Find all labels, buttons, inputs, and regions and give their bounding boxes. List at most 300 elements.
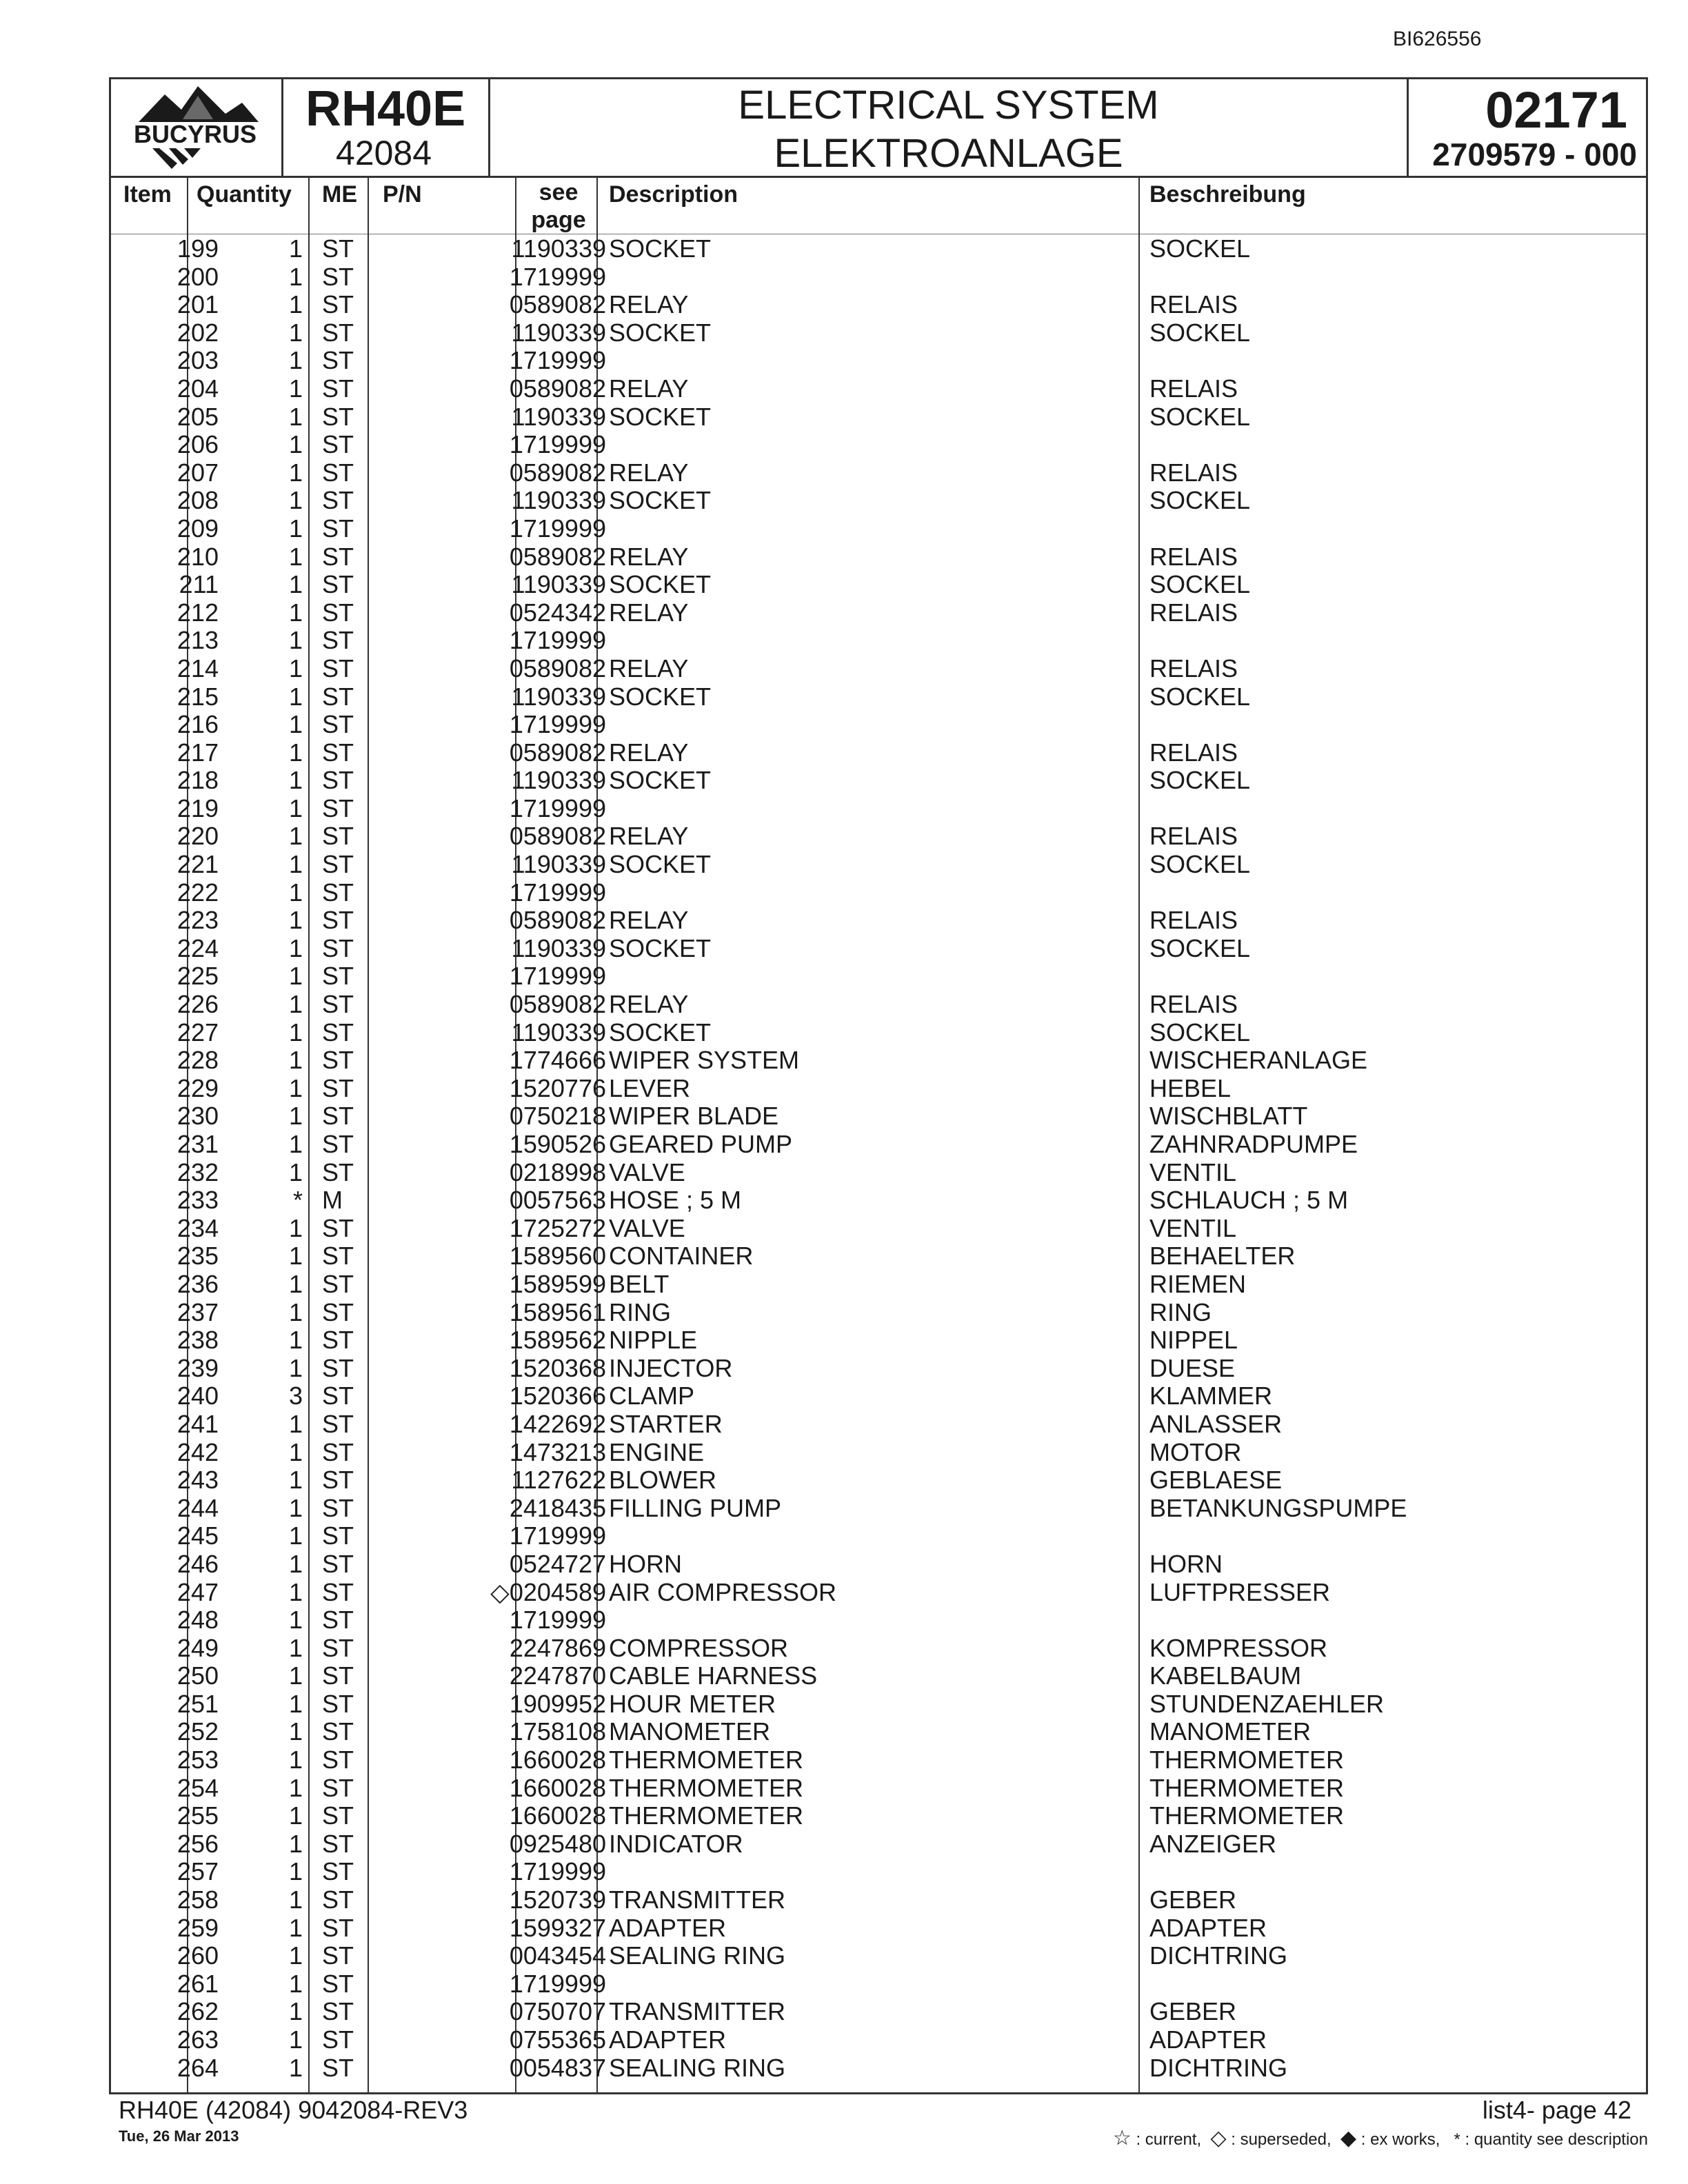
- description-de: RING: [1149, 1297, 1212, 1326]
- part-number: 1190339: [511, 682, 606, 711]
- item-number: 250: [177, 1661, 219, 1690]
- item-number: 218: [177, 766, 219, 795]
- description-en: NIPPLE: [609, 1326, 698, 1355]
- description-de: MANOMETER: [1149, 1717, 1311, 1746]
- part-number: 1660028: [509, 1746, 606, 1775]
- item-number: 216: [177, 710, 219, 739]
- part-number: 1909952: [509, 1689, 606, 1718]
- description-en: FILLING PUMP: [609, 1493, 782, 1522]
- item-number: 256: [177, 1829, 219, 1858]
- table-row: [111, 1019, 1646, 1047]
- description-de: BETANKUNGSPUMPE: [1149, 1493, 1407, 1522]
- table-row: [111, 403, 1646, 432]
- col-see-page-header: see page: [531, 179, 586, 233]
- part-number: 0589082: [509, 906, 606, 935]
- item-number: 226: [177, 990, 219, 1019]
- part-number: 1719999: [509, 962, 606, 991]
- description-de: THERMOMETER: [1149, 1773, 1344, 1802]
- part-number: 1719999: [509, 626, 606, 655]
- quantity-cell: 1: [288, 1549, 303, 1578]
- unit-cell: ST: [322, 234, 354, 263]
- description-de: RELAIS: [1149, 374, 1238, 403]
- description-en: RELAY: [609, 374, 689, 403]
- item-number: 206: [177, 430, 219, 459]
- part-number: 0524727: [509, 1549, 606, 1578]
- quantity-cell: 1: [288, 1409, 303, 1438]
- part-number: 1719999: [509, 793, 606, 822]
- part-number: 0925480: [509, 1829, 606, 1858]
- table-row: [111, 1942, 1646, 1970]
- part-number: 1719999: [509, 514, 606, 543]
- part-number: 1660028: [509, 1801, 606, 1830]
- item-number: 207: [177, 458, 219, 487]
- unit-cell: ST: [322, 1130, 354, 1158]
- table-row: [111, 1635, 1646, 1663]
- item-number: 199: [177, 234, 219, 263]
- unit-cell: ST: [322, 290, 354, 319]
- quantity-cell: 1: [288, 710, 303, 739]
- quantity-cell: 1: [288, 2053, 303, 2082]
- description-en: THERMOMETER: [609, 1801, 803, 1830]
- part-number: 0043454: [509, 1941, 606, 1970]
- description-en: RELAY: [609, 822, 689, 851]
- quantity-cell: 1: [288, 1269, 303, 1298]
- quantity-cell: 1: [288, 1521, 303, 1550]
- item-number: 209: [177, 514, 219, 543]
- description-de: SOCKEL: [1149, 766, 1251, 795]
- parts-table-body: [111, 235, 1646, 2082]
- table-row: [111, 1242, 1646, 1271]
- description-en: WIPER SYSTEM: [609, 1046, 800, 1075]
- description-en: CABLE HARNESS: [609, 1661, 818, 1690]
- title-cell: [490, 79, 1409, 176]
- quantity-cell: 1: [288, 1857, 303, 1886]
- description-de: HORN: [1149, 1549, 1223, 1578]
- description-en: RELAY: [609, 542, 689, 571]
- item-number: 228: [177, 1046, 219, 1075]
- quantity-cell: 1: [288, 1997, 303, 2026]
- item-number: 234: [177, 1213, 219, 1242]
- brand-text: BUCYRUS: [133, 120, 257, 148]
- item-number: 220: [177, 822, 219, 851]
- description-de: LUFTPRESSER: [1149, 1577, 1331, 1606]
- description-en: RING: [609, 1297, 671, 1326]
- unit-cell: ST: [322, 878, 354, 907]
- description-de: RELAIS: [1149, 290, 1238, 319]
- description-de: SOCKEL: [1149, 486, 1251, 515]
- table-row: [111, 2054, 1646, 2083]
- part-number: 2247870: [509, 1661, 606, 1690]
- part-number: 0589082: [509, 738, 606, 767]
- description-de: GEBLAESE: [1149, 1466, 1283, 1495]
- part-number: 1719999: [509, 710, 606, 739]
- item-number: 217: [177, 738, 219, 767]
- part-number: 1599327: [509, 1913, 606, 1942]
- item-number: 263: [177, 2025, 219, 2054]
- unit-cell: ST: [322, 1046, 354, 1075]
- item-number: 221: [177, 850, 219, 879]
- unit-cell: ST: [322, 1829, 354, 1858]
- col-description-header: Description: [609, 181, 738, 208]
- table-row: [111, 2026, 1646, 2054]
- table-row: [111, 235, 1646, 263]
- description-en: SOCKET: [609, 486, 712, 515]
- item-number: 230: [177, 1102, 219, 1131]
- item-number: 252: [177, 1717, 219, 1746]
- description-de: RELAIS: [1149, 542, 1238, 571]
- unit-cell: ST: [322, 262, 354, 291]
- unit-cell: ST: [322, 402, 354, 431]
- unit-cell: ST: [322, 1717, 354, 1746]
- unit-cell: ST: [322, 1746, 354, 1775]
- description-de: NIPPEL: [1149, 1326, 1238, 1355]
- unit-cell: ST: [322, 1633, 354, 1662]
- legend-quantity: : quantity see description: [1465, 2130, 1648, 2149]
- table-row: [111, 1159, 1646, 1187]
- description-de: THERMOMETER: [1149, 1746, 1344, 1775]
- item-number: 253: [177, 1746, 219, 1775]
- quantity-cell: 1: [288, 458, 303, 487]
- item-number: 215: [177, 682, 219, 711]
- unit-cell: ST: [322, 654, 354, 682]
- table-row: [111, 1746, 1646, 1775]
- unit-cell: ST: [322, 1353, 354, 1382]
- part-number: 2247869: [509, 1633, 606, 1662]
- table-row: [111, 1355, 1646, 1383]
- unit-cell: ST: [322, 710, 354, 739]
- description-de: SOCKEL: [1149, 1018, 1251, 1046]
- model-name: RH40E: [305, 81, 466, 136]
- quantity-cell: 1: [288, 654, 303, 682]
- quantity-cell: 1: [288, 346, 303, 375]
- table-row: [111, 515, 1646, 543]
- description-de: SOCKEL: [1149, 234, 1251, 263]
- item-number: 233: [177, 1186, 219, 1215]
- table-row: [111, 1439, 1646, 1467]
- unit-cell: ST: [322, 1549, 354, 1578]
- part-number: 0589082: [509, 654, 606, 682]
- description-en: VALVE: [609, 1213, 685, 1242]
- legend-ex-works: : ex works,: [1360, 2130, 1440, 2149]
- table-row: [111, 1131, 1646, 1159]
- item-number: 201: [177, 290, 219, 319]
- footer-document-ref: RH40E (42084) 9042084-REV3: [119, 2096, 468, 2124]
- description-de: SOCKEL: [1149, 318, 1251, 347]
- table-row: [111, 851, 1646, 879]
- unit-cell: ST: [322, 990, 354, 1019]
- description-en: RELAY: [609, 906, 689, 935]
- unit-cell: ST: [322, 1857, 354, 1886]
- section-code-cell: [1409, 79, 1648, 176]
- part-number: 1660028: [509, 1773, 606, 1802]
- table-row: [111, 459, 1646, 487]
- legend-superseded: : superseded,: [1231, 2130, 1332, 2149]
- quantity-cell: 1: [288, 1073, 303, 1102]
- item-number: 249: [177, 1633, 219, 1662]
- quantity-cell: 1: [288, 374, 303, 403]
- quantity-cell: 1: [288, 1773, 303, 1802]
- item-number: 205: [177, 402, 219, 431]
- table-row: [111, 1970, 1646, 1999]
- part-number: 1190339: [511, 1018, 606, 1046]
- description-de: RELAIS: [1149, 990, 1238, 1019]
- table-row: [111, 1886, 1646, 1914]
- description-de: RELAIS: [1149, 738, 1238, 767]
- description-de: BEHAELTER: [1149, 1242, 1296, 1271]
- part-number: 1719999: [509, 346, 606, 375]
- unit-cell: ST: [322, 822, 354, 851]
- item-number: 260: [177, 1941, 219, 1970]
- unit-cell: ST: [322, 906, 354, 935]
- item-number: 262: [177, 1997, 219, 2026]
- part-number: 1190339: [511, 766, 606, 795]
- table-row: [111, 1690, 1646, 1719]
- unit-cell: ST: [322, 458, 354, 487]
- quantity-cell: 1: [288, 1606, 303, 1635]
- description-en: SEALING RING: [609, 1941, 786, 1970]
- description-en: HORN: [609, 1549, 682, 1578]
- quantity-cell: 1: [288, 990, 303, 1019]
- part-number: 1422692: [509, 1409, 606, 1438]
- item-number: 208: [177, 486, 219, 515]
- table-row: [111, 375, 1646, 403]
- unit-cell: ST: [322, 1213, 354, 1242]
- col-quantity-header: Quantity: [197, 181, 292, 208]
- unit-cell: ST: [322, 1521, 354, 1550]
- item-number: 204: [177, 374, 219, 403]
- item-number: 202: [177, 318, 219, 347]
- table-row: [111, 1775, 1646, 1803]
- quantity-cell: 1: [288, 1941, 303, 1970]
- description-de: DICHTRING: [1149, 2053, 1287, 2082]
- table-row: [111, 1299, 1646, 1327]
- quantity-cell: 1: [288, 486, 303, 515]
- unit-cell: ST: [322, 1018, 354, 1046]
- table-row: [111, 571, 1646, 599]
- unit-cell: ST: [322, 486, 354, 515]
- description-de: SOCKEL: [1149, 570, 1251, 599]
- unit-cell: ST: [322, 850, 354, 879]
- description-en: TRANSMITTER: [609, 1885, 785, 1914]
- item-number: 200: [177, 262, 219, 291]
- quantity-cell: 1: [288, 878, 303, 907]
- description-de: RELAIS: [1149, 906, 1238, 935]
- item-number: 223: [177, 906, 219, 935]
- table-row: [111, 1215, 1646, 1243]
- item-number: 231: [177, 1130, 219, 1158]
- description-de: WISCHBLATT: [1149, 1102, 1308, 1131]
- description-de: GEBER: [1149, 1997, 1237, 2026]
- quantity-cell: 1: [288, 570, 303, 599]
- unit-cell: ST: [322, 542, 354, 571]
- description-en: SOCKET: [609, 570, 712, 599]
- table-row: [111, 739, 1646, 767]
- description-de: ADAPTER: [1149, 1913, 1267, 1942]
- diamond-outline-icon: ◇: [1210, 2127, 1227, 2150]
- description-en: ENGINE: [609, 1437, 705, 1466]
- table-row: [111, 795, 1646, 823]
- part-number: 0589082: [509, 374, 606, 403]
- asterisk-icon: *: [1454, 2130, 1460, 2149]
- description-en: SOCKET: [609, 402, 712, 431]
- description-en: AIR COMPRESSOR: [609, 1577, 837, 1606]
- part-number: 1774666: [509, 1046, 606, 1075]
- part-number: 1589599: [509, 1269, 606, 1298]
- quantity-cell: 3: [288, 1382, 303, 1410]
- part-number: 0589082: [509, 822, 606, 851]
- quantity-cell: 1: [288, 1689, 303, 1718]
- description-en: CLAMP: [609, 1382, 695, 1410]
- unit-cell: ST: [322, 1577, 354, 1606]
- quantity-cell: 1: [288, 1661, 303, 1690]
- quantity-cell: 1: [288, 542, 303, 571]
- table-row: [111, 1046, 1646, 1075]
- quantity-cell: 1: [288, 1969, 303, 1998]
- col-item-header: Item: [123, 181, 172, 208]
- part-number: 2418435: [509, 1493, 606, 1522]
- description-en: SOCKET: [609, 1018, 712, 1046]
- footer-date: Tue, 26 Mar 2013: [119, 2127, 239, 2145]
- description-en: GEARED PUMP: [609, 1130, 793, 1158]
- table-row: [111, 543, 1646, 572]
- table-row: [111, 1410, 1646, 1439]
- unit-cell: ST: [322, 626, 354, 655]
- column-header-row: [111, 176, 1646, 234]
- part-number: 1190339: [511, 486, 606, 515]
- unit-cell: ST: [322, 1493, 354, 1522]
- table-row: [111, 879, 1646, 907]
- quantity-cell: 1: [288, 822, 303, 851]
- part-number: 1190339: [511, 402, 606, 431]
- part-number: 1589560: [509, 1242, 606, 1271]
- item-number: 227: [177, 1018, 219, 1046]
- description-en: THERMOMETER: [609, 1773, 803, 1802]
- table-row: [111, 627, 1646, 655]
- part-number: 0589082: [509, 990, 606, 1019]
- table-row: [111, 263, 1646, 292]
- item-number: 239: [177, 1353, 219, 1382]
- table-row: [111, 1075, 1646, 1103]
- quantity-cell: 1: [288, 598, 303, 627]
- quantity-cell: 1: [288, 402, 303, 431]
- part-number: 1719999: [509, 878, 606, 907]
- item-number: 242: [177, 1437, 219, 1466]
- quantity-cell: 1: [288, 1326, 303, 1355]
- unit-cell: ST: [322, 570, 354, 599]
- table-row: [111, 1718, 1646, 1746]
- item-number: 213: [177, 626, 219, 655]
- description-en: CONTAINER: [609, 1242, 754, 1271]
- part-number: 1719999: [509, 1521, 606, 1550]
- description-en: SOCKET: [609, 933, 712, 962]
- description-de: THERMOMETER: [1149, 1801, 1344, 1830]
- description-en: SOCKET: [609, 234, 712, 263]
- table-row: [111, 991, 1646, 1019]
- unit-cell: ST: [322, 1969, 354, 1998]
- item-number: 240: [177, 1382, 219, 1410]
- part-number: 1719999: [509, 430, 606, 459]
- description-de: RELAIS: [1149, 654, 1238, 682]
- quantity-cell: 1: [288, 1242, 303, 1271]
- part-number: 1758108: [509, 1717, 606, 1746]
- quantity-cell: 1: [288, 1157, 303, 1186]
- item-number: 257: [177, 1857, 219, 1886]
- description-en: ADAPTER: [609, 2025, 727, 2054]
- title-english: ELECTRICAL SYSTEM: [738, 83, 1159, 128]
- unit-cell: ST: [322, 962, 354, 991]
- unit-cell: ST: [322, 1297, 354, 1326]
- description-en: SOCKET: [609, 682, 712, 711]
- quantity-cell: 1: [288, 1213, 303, 1242]
- part-number: 1719999: [509, 262, 606, 291]
- quantity-cell: 1: [288, 933, 303, 962]
- table-row: [111, 1998, 1646, 2026]
- item-number: 243: [177, 1466, 219, 1495]
- table-row: [111, 1102, 1646, 1131]
- unit-cell: ST: [322, 598, 354, 627]
- part-number: 1719999: [509, 1857, 606, 1886]
- table-row: [111, 1522, 1646, 1550]
- item-number: 247: [177, 1577, 219, 1606]
- unit-cell: ST: [322, 1913, 354, 1942]
- table-row: [111, 1271, 1646, 1299]
- item-number: 225: [177, 962, 219, 991]
- description-en: RELAY: [609, 598, 689, 627]
- unit-cell: ST: [322, 1606, 354, 1635]
- item-number: 214: [177, 654, 219, 682]
- description-de: KOMPRESSOR: [1149, 1633, 1328, 1662]
- part-number: 1520366: [509, 1382, 606, 1410]
- unit-cell: ST: [322, 1437, 354, 1466]
- table-row: [111, 935, 1646, 963]
- table-row: [111, 1914, 1646, 1943]
- quantity-cell: 1: [288, 682, 303, 711]
- description-en: SOCKET: [609, 766, 712, 795]
- part-number: 1127622: [511, 1466, 606, 1495]
- table-row: [111, 1858, 1646, 1886]
- description-de: STUNDENZAEHLER: [1149, 1689, 1385, 1718]
- symbol-legend: [1113, 2126, 1648, 2150]
- part-number: 0755365: [509, 2025, 606, 2054]
- description-de: SOCKEL: [1149, 933, 1251, 962]
- unit-cell: ST: [322, 793, 354, 822]
- table-row: [111, 1606, 1646, 1635]
- unit-cell: ST: [322, 1073, 354, 1102]
- quantity-cell: 1: [288, 1633, 303, 1662]
- quantity-cell: 1: [288, 738, 303, 767]
- quantity-cell: 1: [288, 906, 303, 935]
- quantity-cell: 1: [288, 626, 303, 655]
- description-en: RELAY: [609, 990, 689, 1019]
- table-row: [111, 319, 1646, 347]
- description-de: SOCKEL: [1149, 682, 1251, 711]
- description-en: THERMOMETER: [609, 1746, 803, 1775]
- description-de: RELAIS: [1149, 598, 1238, 627]
- item-number: 254: [177, 1773, 219, 1802]
- description-de: SOCKEL: [1149, 402, 1251, 431]
- col-pn-header: P/N: [383, 181, 422, 208]
- item-number: 210: [177, 542, 219, 571]
- unit-cell: ST: [322, 318, 354, 347]
- title-german: ELEKTROANLAGE: [774, 131, 1123, 176]
- part-number: 0589082: [509, 290, 606, 319]
- item-number: 232: [177, 1157, 219, 1186]
- description-en: SEALING RING: [609, 2053, 786, 2082]
- part-number: 0057563: [509, 1186, 606, 1215]
- quantity-cell: 1: [288, 318, 303, 347]
- item-number: 244: [177, 1493, 219, 1522]
- description-en: RELAY: [609, 738, 689, 767]
